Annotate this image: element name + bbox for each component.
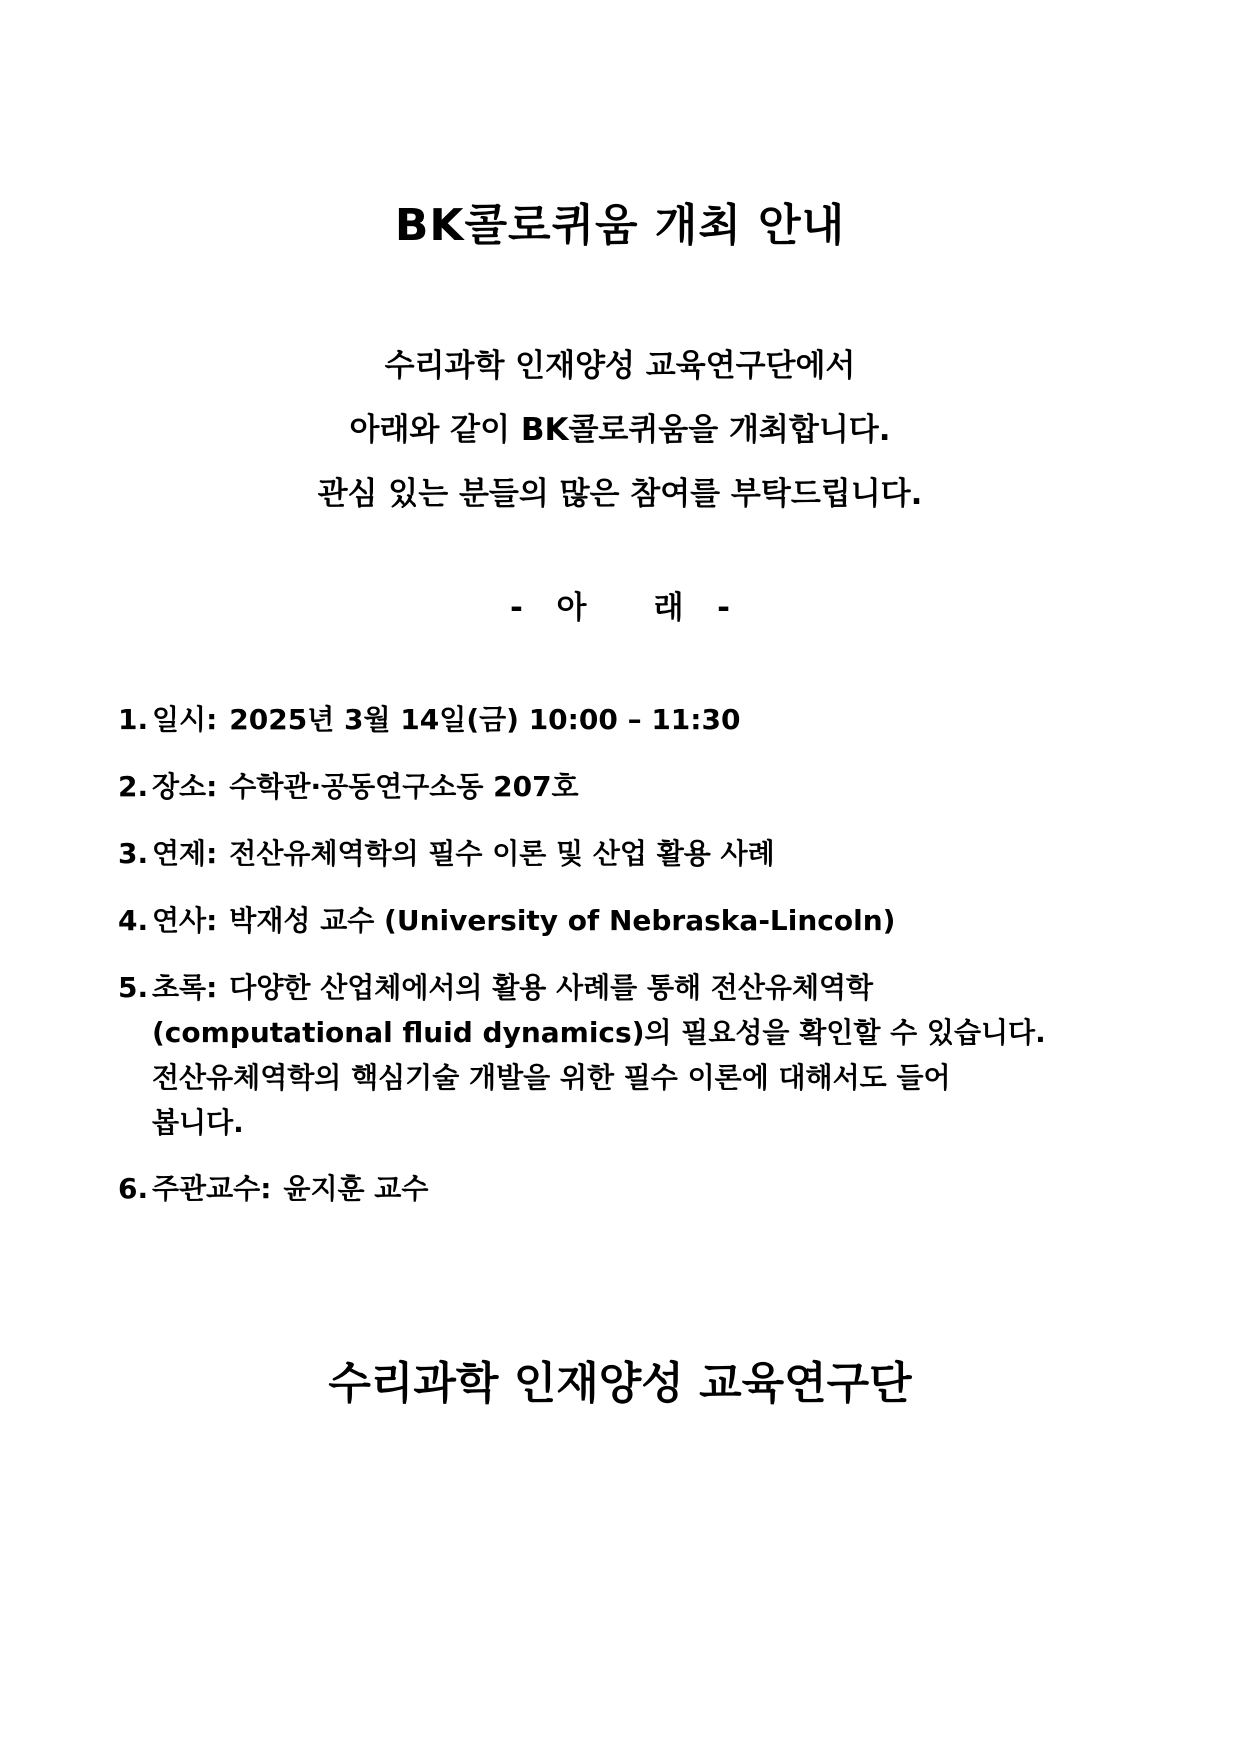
intro-paragraph	[0, 334, 1240, 526]
item-number: 4.	[118, 904, 149, 937]
details-list	[118, 700, 1118, 1236]
item-label: 연사:	[152, 904, 218, 937]
list-item-speaker	[118, 901, 1118, 941]
abstract-line: 봅니다.	[152, 1106, 244, 1139]
item-number: 3.	[118, 837, 149, 870]
abstract-first-line	[152, 968, 1046, 1013]
item-label: 장소:	[152, 770, 218, 803]
organizer-name: 수리과학 인재양성 교육연구단	[328, 1358, 912, 1409]
item-number: 6.	[118, 1172, 149, 1205]
item-value: 윤지훈 교수	[283, 1172, 429, 1205]
intro-line: 아래와 같이 BK콜로퀴움을 개최합니다.	[349, 412, 891, 448]
item-label: 연제:	[152, 837, 218, 870]
intro-line: 관심 있는 분들의 많은 참여를 부탁드립니다.	[317, 476, 923, 512]
list-item-topic	[118, 834, 1118, 874]
intro-line: 수리과학 인재양성 교육연구단에서	[384, 348, 856, 384]
item-value: 2025년 3월 14일(금) 10:00 – 11:30	[229, 703, 741, 736]
document-title: BK콜로퀴움 개최 안내	[394, 200, 846, 251]
item-value: 박재성 교수 (University of Nebraska-Lincoln)	[229, 904, 896, 937]
abstract-line: (computational fluid dynamics)의 필요성을 확인할 수 있습니다.	[152, 1016, 1046, 1049]
item-number: 5.	[118, 971, 149, 1004]
abstract-line: 전산유체역학의 핵심기술 개발을 위한 필수 이론에 대해서도 들어	[152, 1061, 951, 1094]
abstract-text	[152, 968, 1046, 1148]
list-item-location	[118, 767, 1118, 807]
abstract-line: 다양한 산업체에서의 활용 사례를 통해 전산유체역학	[229, 971, 874, 1004]
item-value: 전산유체역학의 필수 이론 및 산업 활용 사례	[229, 837, 775, 870]
list-item-host-professor	[118, 1169, 1118, 1209]
item-number: 1.	[118, 703, 149, 736]
section-heading: - 아 래 -	[510, 590, 730, 626]
item-label: 일시:	[152, 703, 218, 736]
list-item-abstract	[118, 968, 1118, 1148]
list-item-date	[118, 700, 1118, 740]
item-label: 초록:	[152, 971, 218, 1004]
item-value: 수학관·공동연구소동 207호	[229, 770, 579, 803]
item-label: 주관교수:	[152, 1172, 272, 1205]
item-number: 2.	[118, 770, 149, 803]
